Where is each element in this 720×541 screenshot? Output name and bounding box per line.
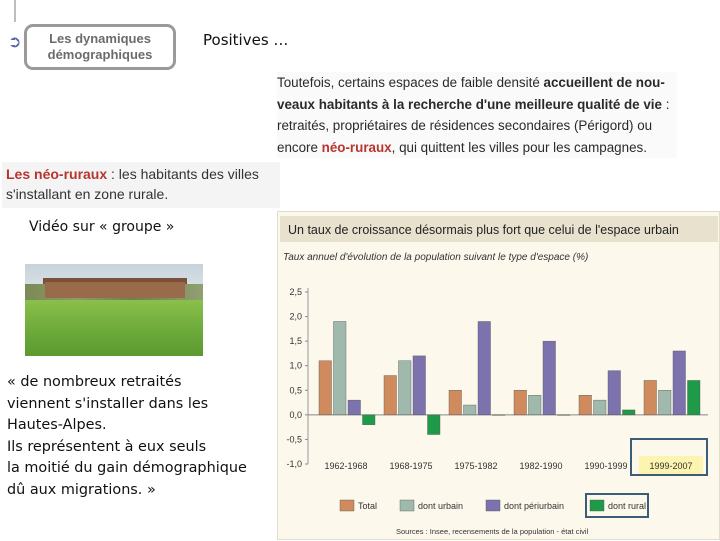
- x-category-label: 1975-1982: [454, 461, 498, 471]
- bar-total: [384, 376, 397, 415]
- bar-dont-périurbain: [348, 400, 361, 415]
- neo-definition: : les habitants des villes s'installant en zone rurale.: [6, 166, 259, 202]
- legend-swatch: [486, 500, 500, 511]
- bar-total: [644, 380, 657, 414]
- quote-line: « de nombreux retraités: [7, 374, 182, 390]
- bullet-arrow-icon: ➲: [8, 32, 22, 51]
- y-tick-label: 2,5: [289, 287, 302, 297]
- quote-line: la moitié du gain démographique: [7, 460, 247, 476]
- y-tick-label: 1,5: [289, 336, 302, 347]
- topic-badge: Les dynamiques démographiques: [24, 24, 176, 70]
- chart-title: Un taux de croissance désormais plus fort que celui de l'espace urbain: [288, 223, 679, 237]
- bar-dont-périurbain: [608, 371, 621, 415]
- excerpt-part1: Toutefois, certains espaces de faible densité: [277, 75, 544, 90]
- video-label[interactable]: Vidéo sur « groupe »: [29, 219, 175, 235]
- quote-line: Hautes-Alpes.: [7, 417, 107, 433]
- bar-dont-rural: [363, 415, 376, 425]
- bar-dont-périurbain: [543, 341, 556, 415]
- bar-dont-urbain: [464, 405, 477, 415]
- legend-swatch: [590, 500, 604, 511]
- excerpt-bold: accueillent de nou-veaux habitants à la recherche d'une meilleure qualité de vie: [277, 75, 665, 112]
- bar-total: [319, 361, 332, 415]
- excerpt-text: [277, 72, 677, 158]
- x-category-label: 1990-1999: [584, 461, 628, 471]
- bar-total: [514, 390, 527, 415]
- bar-total: [449, 390, 462, 415]
- legend-label: Total: [358, 501, 378, 511]
- legend-label: dont urbain: [418, 501, 464, 511]
- x-category-label: 1982-1990: [519, 461, 563, 471]
- growth-rate-chart: [277, 211, 720, 540]
- bar-dont-rural: [623, 410, 636, 415]
- chart-source: Sources : Insee, recensements de la population - état civil: [396, 527, 589, 536]
- quote-line: dû aux migrations. »: [7, 481, 156, 498]
- bar-dont-périurbain: [673, 351, 686, 415]
- y-tick-label: 2,0: [289, 311, 302, 322]
- bar-dont-urbain: [399, 361, 412, 415]
- legend-label: dont périurbain: [504, 501, 565, 511]
- bar-dont-périurbain: [478, 321, 491, 414]
- y-tick-label: -1,0: [286, 459, 302, 469]
- bar-dont-urbain: [529, 395, 542, 415]
- chart-svg: [278, 212, 720, 541]
- positives-heading: Positives …: [203, 31, 289, 49]
- bar-dont-périurbain: [413, 356, 426, 415]
- excerpt-part2: : retraités, propriétaires de résidences secondaires (Périgord) ou encore: [277, 96, 670, 155]
- y-tick-label: 1,0: [289, 360, 302, 371]
- rural-landscape-photo: [25, 264, 203, 356]
- quote-line: viennent s'installer dans les: [7, 395, 209, 412]
- bar-dont-rural: [493, 415, 506, 416]
- y-tick-label: 0,0: [289, 409, 302, 420]
- x-category-label: 1968-1975: [389, 461, 433, 471]
- excerpt-part3: , qui quittent les villes pour les campagnes.: [391, 139, 647, 155]
- bar-dont-rural: [688, 380, 701, 414]
- excerpt-neoruraux: néo-ruraux: [321, 139, 392, 155]
- y-tick-label: -0,5: [286, 434, 302, 445]
- neo-ruraux-definition: [2, 162, 280, 208]
- bar-dont-urbain: [594, 400, 607, 415]
- x-category-label: 1999-2007: [649, 461, 693, 471]
- legend-label: dont rural: [608, 501, 647, 511]
- bar-dont-urbain: [334, 321, 347, 414]
- x-category-label: 1962-1968: [324, 461, 368, 471]
- bar-dont-rural: [558, 415, 571, 416]
- retirees-quote: [7, 372, 277, 501]
- chart-subtitle: Taux annuel d'évolution de la population suivant le type d'espace (%): [283, 252, 589, 263]
- left-rule: [14, 0, 16, 22]
- legend-swatch: [400, 500, 414, 511]
- bar-dont-rural: [428, 415, 441, 435]
- bar-dont-urbain: [659, 390, 672, 415]
- bar-total: [579, 395, 592, 415]
- quote-line: Ils représentent à eux seuls: [7, 438, 207, 455]
- neo-term: Les néo-ruraux: [6, 166, 108, 182]
- y-tick-label: 0,5: [289, 385, 302, 396]
- legend-swatch: [340, 500, 354, 511]
